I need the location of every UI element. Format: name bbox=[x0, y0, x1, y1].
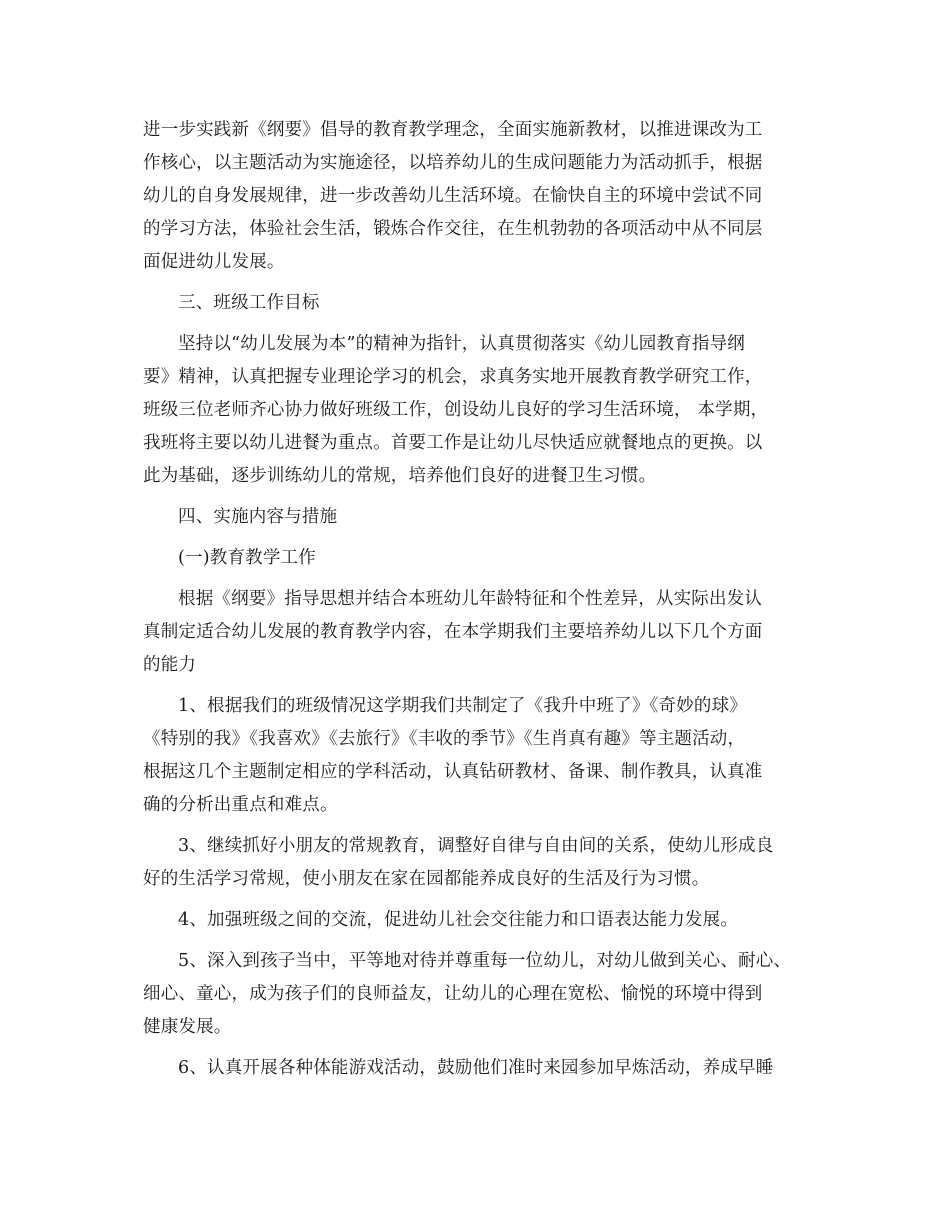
text-line: 根据这几个主题制定相应的学科活动，认真钻研教材、备课、制作教具，认真准 bbox=[143, 762, 763, 782]
text-line: 此为基础，逐步训练幼儿的常规，培养他们良好的进餐卫生习惯。 bbox=[143, 466, 657, 486]
text-line: 班级三位老师齐心协力做好班级工作，创设幼儿良好的学习生活环境， 本学期， bbox=[143, 400, 769, 420]
paragraph-spacer bbox=[143, 896, 815, 904]
paragraph-spacer bbox=[143, 320, 815, 328]
text-line: 的学习方法，体验社会生活，锻炼合作交往，在生机勃勃的各项活动中从不同层 bbox=[143, 219, 763, 239]
text-line: 四、实施内容与措施 bbox=[178, 507, 338, 527]
text-line: 3、继续抓好小朋友的常规教育，调整好自律与自由间的关系，使幼儿形成良 bbox=[178, 836, 774, 856]
paragraph-item-5 bbox=[143, 945, 815, 1044]
paragraph-heading-4 bbox=[143, 501, 815, 534]
text-line: 确的分析出重点和难点。 bbox=[143, 795, 338, 815]
paragraph-item-6 bbox=[143, 1052, 815, 1085]
paragraph-spacer bbox=[143, 279, 815, 287]
paragraph-spacer bbox=[143, 534, 815, 542]
paragraph-heading-3 bbox=[143, 287, 815, 320]
text-line: 好的生活学习常规，使小朋友在家在园都能养成良好的生活及行为习惯。 bbox=[143, 869, 710, 889]
paragraph-item-4 bbox=[143, 904, 815, 937]
text-line: 面促进幼儿发展。 bbox=[143, 252, 285, 272]
text-line: 6、认真开展各种体能游戏活动，鼓励他们准时来园参加早炼活动，养成早睡 bbox=[178, 1058, 774, 1078]
text-line: 作核心，以主题活动为实施途径，以培养幼儿的生成问题能力为活动抓手，根据 bbox=[143, 153, 763, 173]
text-line: 要》精神，认真把握专业理论学习的机会，求真务实地开展教育教学研究工作， bbox=[143, 367, 763, 387]
text-line: 三、班级工作目标 bbox=[178, 293, 320, 313]
text-line: 坚持以“幼儿发展为本”的精神为指针，认真贯彻落实《幼儿园教育指导纲 bbox=[178, 334, 745, 354]
text-line: 真制定适合幼儿发展的教育教学内容，在本学期我们主要培养幼儿以下几个方面 bbox=[143, 622, 763, 642]
paragraph-spacer bbox=[143, 493, 815, 501]
document-body bbox=[143, 114, 815, 1085]
paragraph-item-3 bbox=[143, 830, 815, 896]
text-line: 《特别的我》《我喜欢》《去旅行》《丰收的季节》《生肖真有趣》等主题活动， bbox=[143, 729, 746, 749]
paragraph-spacer bbox=[143, 1044, 815, 1052]
paragraph-spacer bbox=[143, 937, 815, 945]
paragraph-teaching bbox=[143, 583, 815, 682]
text-line: 细心、童心，成为孩子们的良师益友，让幼儿的心理在宽松、愉悦的环境中得到 bbox=[143, 984, 763, 1004]
text-line: 幼儿的自身发展规律，进一步改善幼儿生活环境。在愉快自主的环境中尝试不同 bbox=[143, 186, 763, 206]
text-line: 1、根据我们的班级情况这学期我们共制定了《我升中班了》《奇妙的球》 bbox=[178, 696, 747, 716]
text-line: (一)教育教学工作 bbox=[178, 548, 316, 568]
paragraph-item-1 bbox=[143, 690, 815, 822]
text-line: 5、深入到孩子当中，平等地对待并尊重每一位幼儿，对幼儿做到关心、耐心、 bbox=[178, 951, 792, 971]
paragraph-spacer bbox=[143, 575, 815, 583]
paragraph-spacer bbox=[143, 822, 815, 830]
text-line: 我班将主要以幼儿进餐为重点。首要工作是让幼儿尽快适应就餐地点的更换。以 bbox=[143, 433, 763, 453]
paragraph-goals bbox=[143, 328, 815, 493]
text-line: 进一步实践新《纲要》倡导的教育教学理念，全面实施新教材，以推进课改为工 bbox=[143, 120, 763, 140]
text-line: 的能力 bbox=[143, 655, 197, 675]
text-line: 根据《纲要》指导思想并结合本班幼儿年龄特征和个性差异，从实际出发认 bbox=[178, 589, 763, 609]
paragraph-subheading-1 bbox=[143, 542, 815, 575]
paragraph-spacer bbox=[143, 682, 815, 690]
paragraph-intro bbox=[143, 114, 815, 279]
text-line: 健康发展。 bbox=[143, 1017, 232, 1037]
text-line: 4、加强班级之间的交流，促进幼儿社会交往能力和口语表达能力发展。 bbox=[178, 910, 739, 930]
